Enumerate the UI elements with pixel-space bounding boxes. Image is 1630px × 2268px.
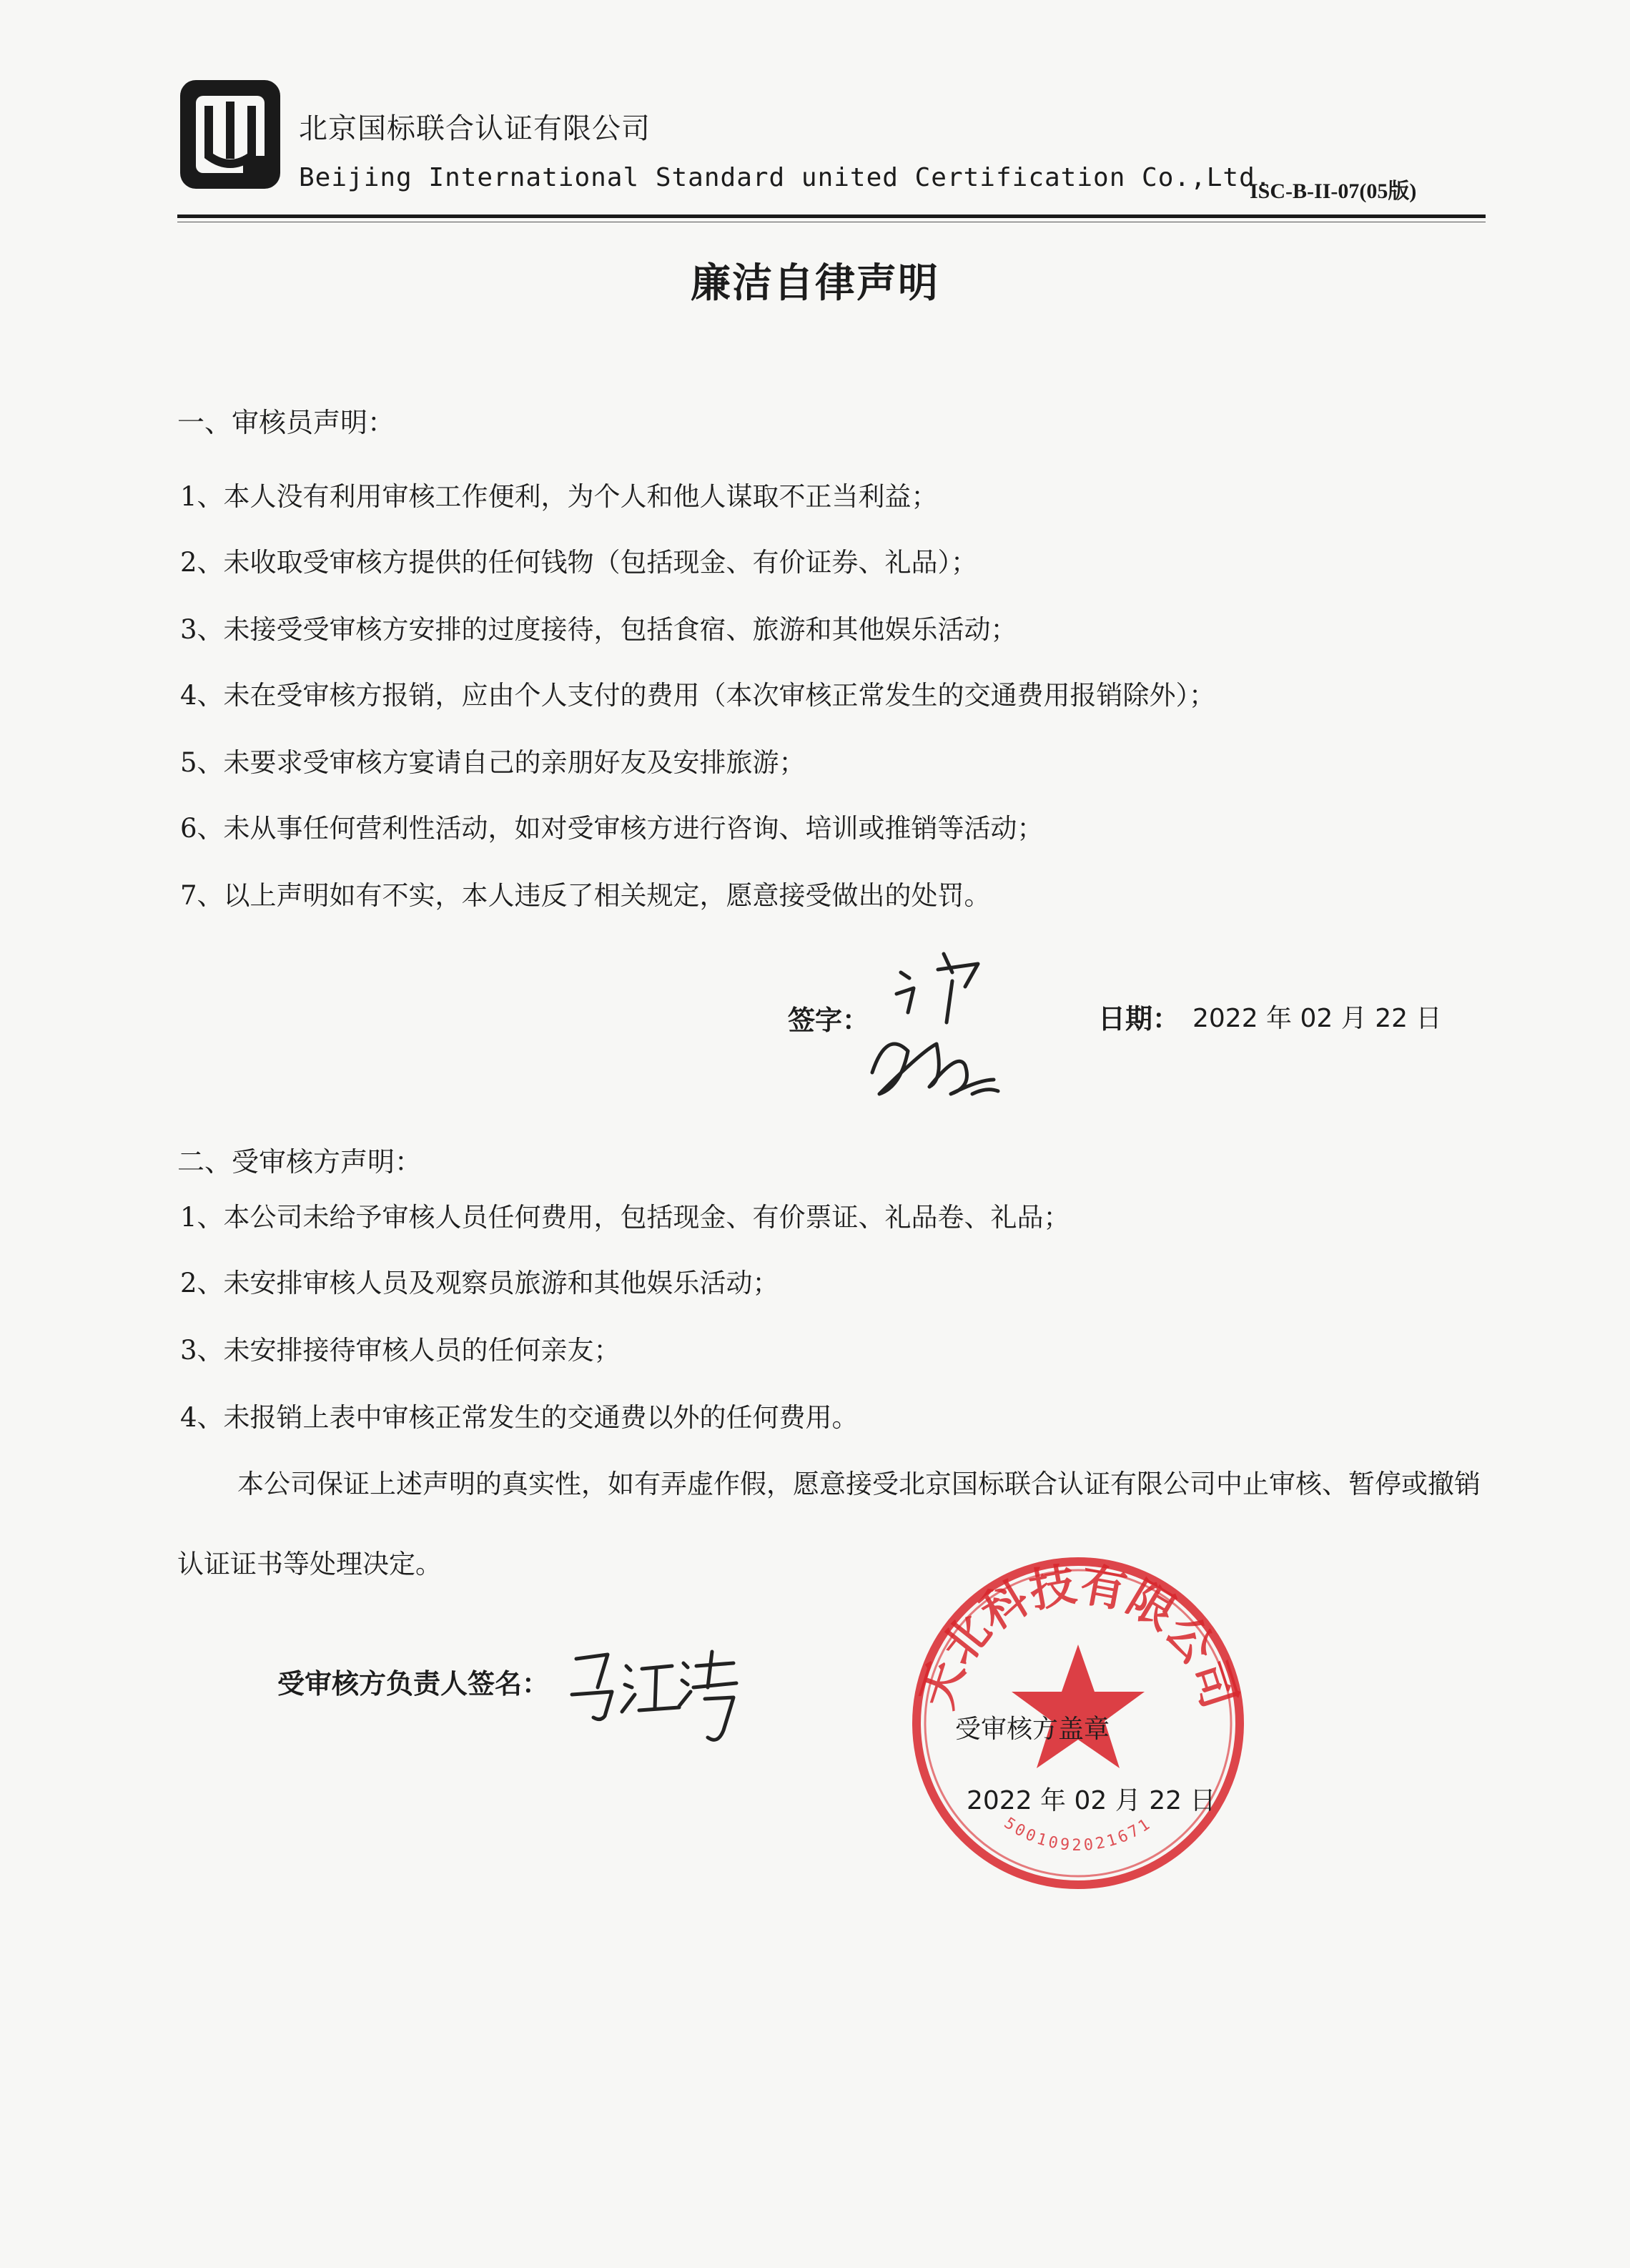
auditor-item: 1、本人没有利用审核工作便利，为个人和他人谋取不正当利益； <box>180 481 938 512</box>
auditee-sign-label: 受审核方负责人签名： <box>277 1668 550 1700</box>
auditor-item: 6、未从事任何营利性活动，如对受审核方进行咨询、培训或推销等活动； <box>180 813 1044 844</box>
auditee-item: 2、未安排审核人员及观察员旅游和其他娱乐活动； <box>180 1268 779 1298</box>
auditee-seal-label: 受审核方盖章 <box>955 1715 1110 1744</box>
seal-number: 5001092021671 <box>1000 1814 1156 1855</box>
auditor-date: 2022 年 02 月 22 日 <box>1192 1004 1442 1033</box>
auditor-sign-label: 签字： <box>788 1005 870 1036</box>
auditor-item: 7、以上声明如有不实，本人违反了相关规定，愿意接受做出的处罚。 <box>180 880 991 911</box>
company-name-en: Beijing International Standard united Certification Co.,Ltd. <box>299 163 1272 192</box>
auditor-section-heading: 一、审核员声明： <box>177 407 395 438</box>
auditor-date-label: 日期： <box>1098 1003 1180 1035</box>
auditor-item: 4、未在受审核方报销，应由个人支付的费用（本次审核正常发生的交通费用报销除外）； <box>180 680 1216 711</box>
auditor-item: 2、未收取受审核方提供的任何钱物（包括现金、有价证券、礼品）； <box>180 547 978 578</box>
svg-text:5001092021671 <box>1001 1814 1155 1854</box>
auditee-guarantee: 本公司保证上述声明的真实性，如有弄虚作假，愿意接受北京国标联合认证有限公司中止审核、暂停或撤销认证证书等处理决定。 <box>177 1469 1481 1579</box>
auditor-item: 3、未接受受审核方安排的过度接待，包括食宿、旅游和其他娱乐活动； <box>180 614 1017 645</box>
document-code: ISC-B-II-07(05版) <box>1250 179 1417 203</box>
document-title: 廉洁自律声明 <box>691 260 939 307</box>
auditee-signature <box>565 1637 744 1759</box>
header-divider <box>177 215 1486 218</box>
auditee-date: 2022 年 02 月 22 日 <box>967 1786 1216 1815</box>
company-name-cn: 北京国标联合认证有限公司 <box>299 112 651 145</box>
auditor-item: 5、未要求受审核方宴请自己的亲朋好友及安排旅游； <box>180 747 806 778</box>
seal-text: 天北科技有限公司 <box>910 1558 1246 1715</box>
auditee-item: 1、本公司未给予审核人员任何费用，包括现金、有价票证、礼品卷、礼品； <box>180 1202 1070 1233</box>
auditee-item: 3、未安排接待审核人员的任何亲友； <box>180 1335 621 1366</box>
auditee-section-heading: 二、受审核方声明： <box>177 1146 423 1178</box>
company-logo-icon <box>177 77 283 192</box>
auditor-signature <box>858 944 1022 1115</box>
auditee-item: 4、未报销上表中审核正常发生的交通费以外的任何费用。 <box>180 1402 859 1433</box>
